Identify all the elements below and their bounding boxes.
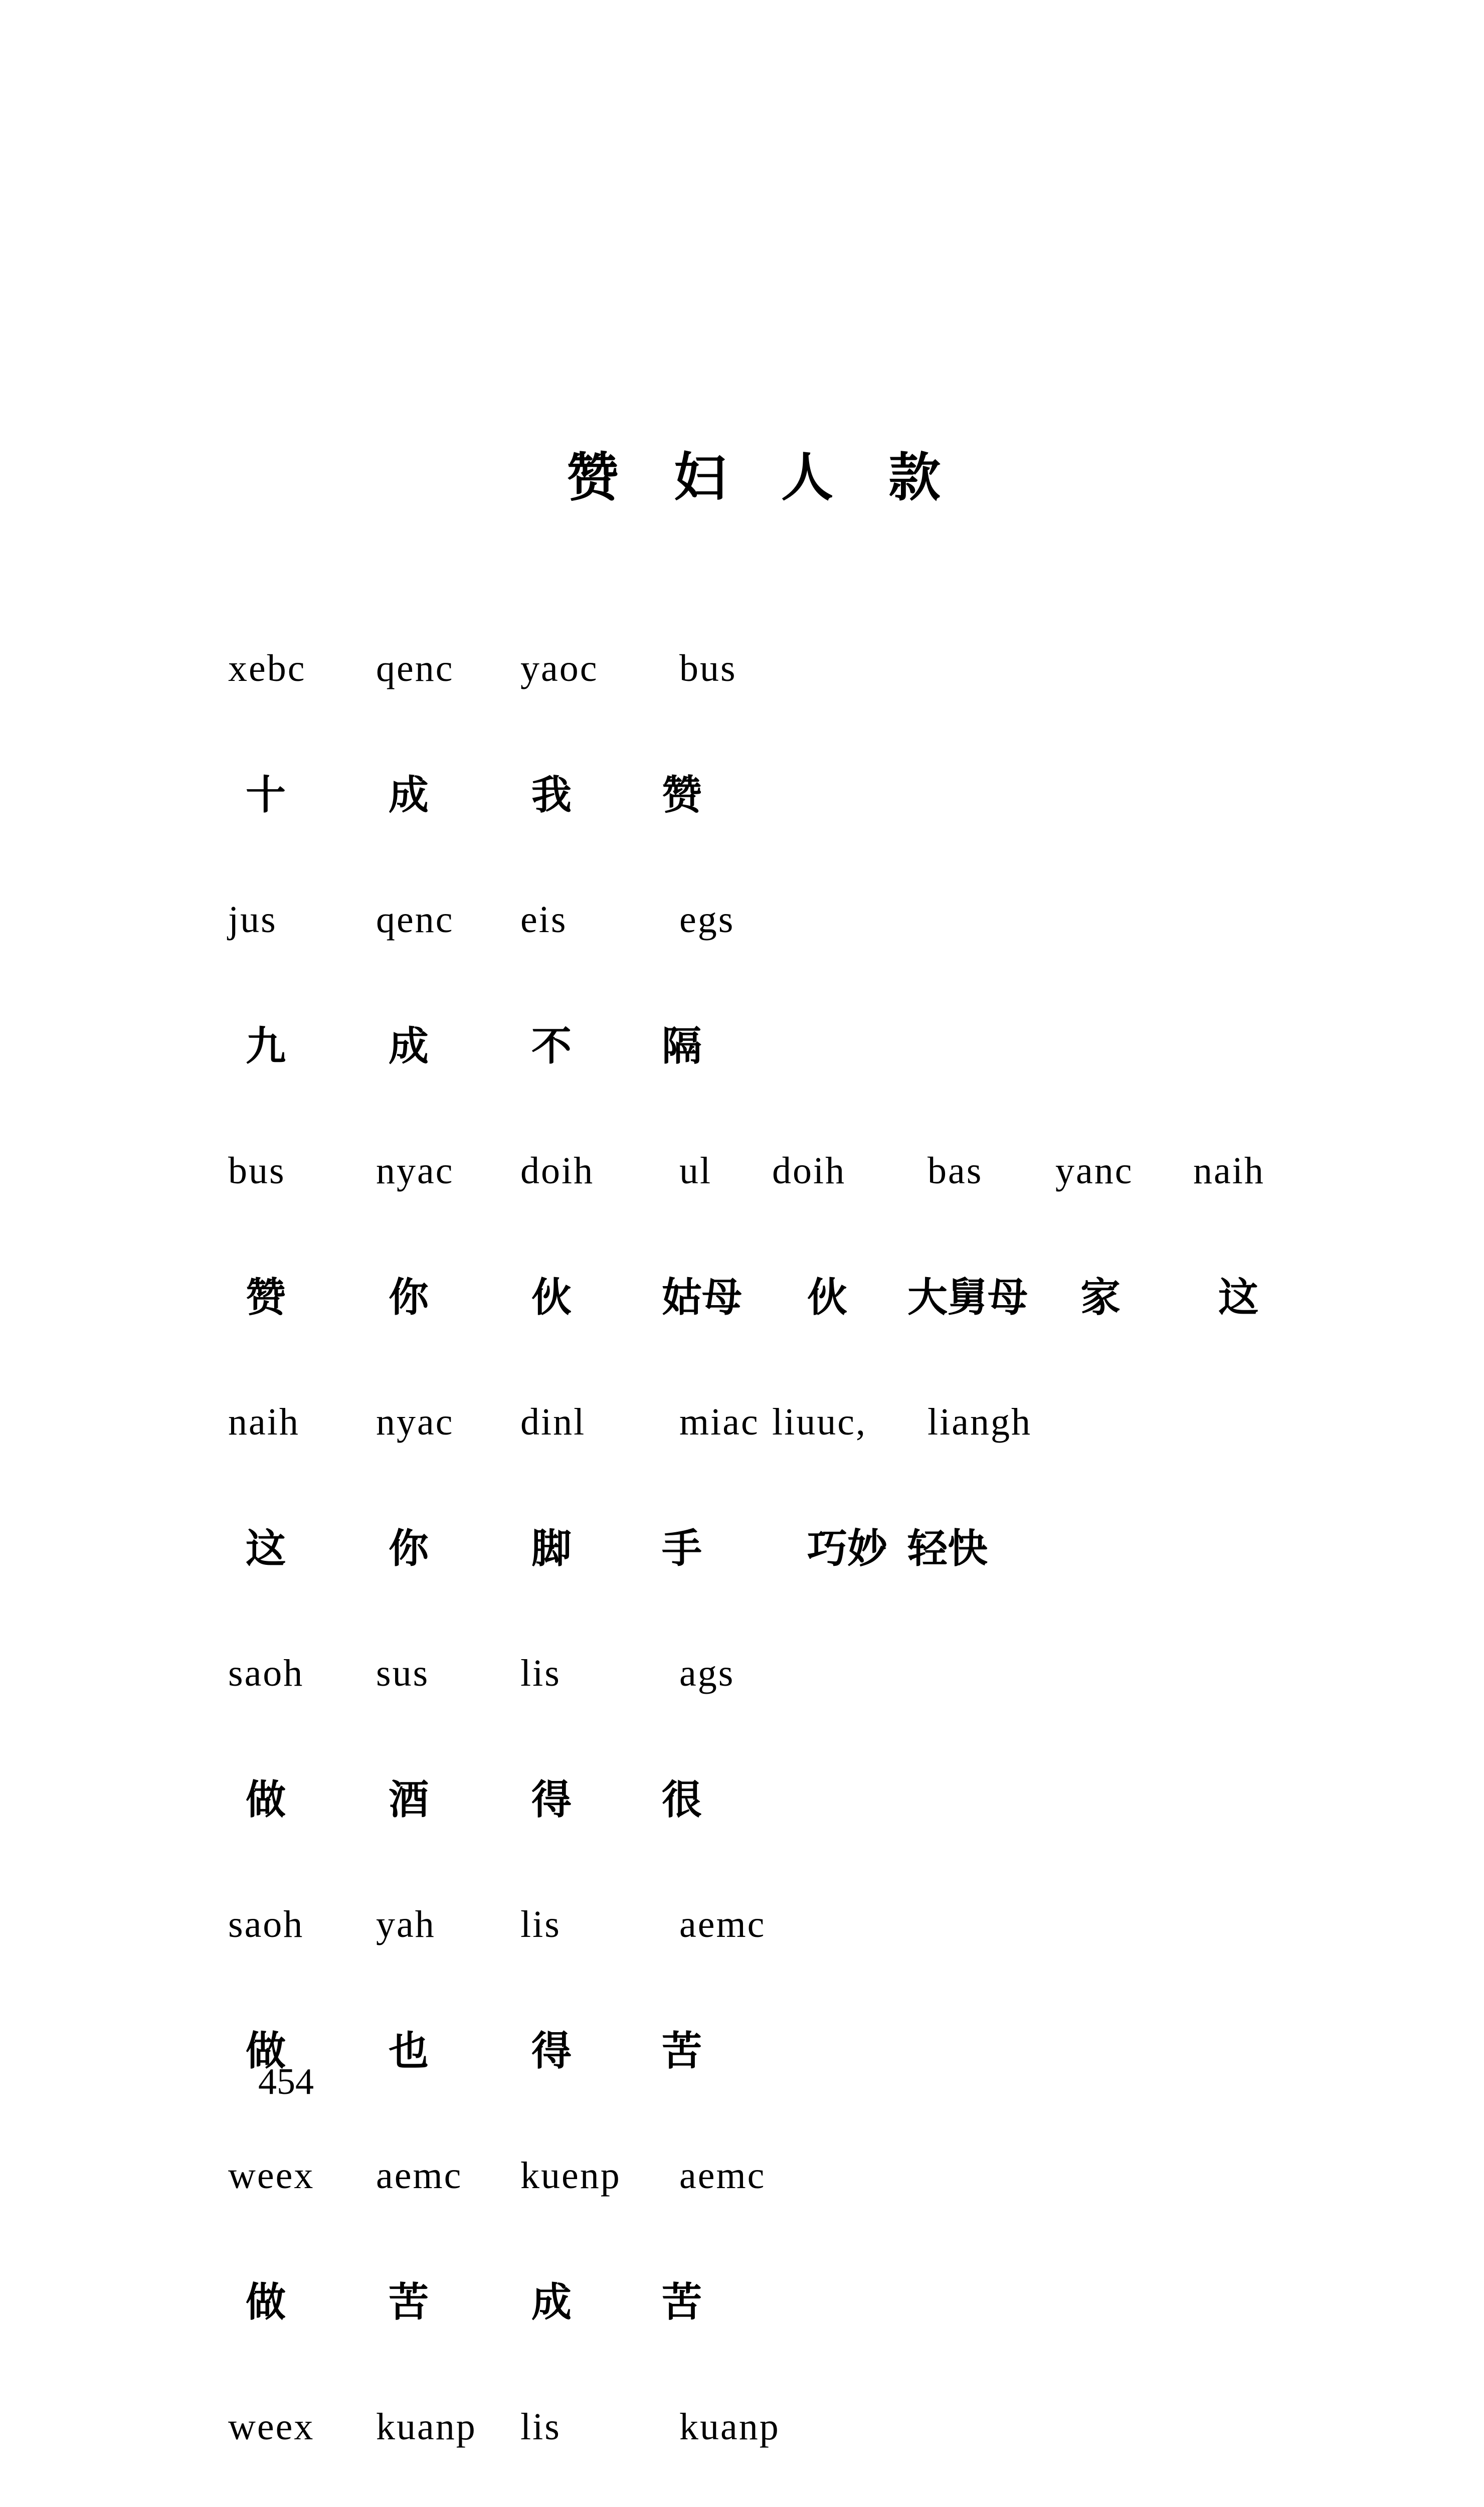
- romanized-word: yanc: [1055, 1150, 1134, 1192]
- romanized-word: kuanp: [679, 2406, 780, 2448]
- chinese-word: 这: [246, 1525, 286, 1572]
- romanized-word: lis: [520, 1652, 561, 1694]
- chinese-word: 做: [246, 2278, 286, 2325]
- romanized-word: liangh: [928, 1401, 1032, 1443]
- chinese-word: 做: [246, 2027, 286, 2074]
- romanized-word: kuenp: [520, 2155, 621, 2197]
- chinese-word: 这: [1218, 1274, 1258, 1321]
- romanized-word: naih: [228, 1401, 300, 1443]
- romanized-word: doih: [772, 1150, 846, 1192]
- romanized-word: liuuc,: [772, 1401, 867, 1443]
- chinese-word: 家: [1080, 1274, 1121, 1321]
- chinese-word: 你: [389, 1525, 429, 1572]
- romanized-word: bas: [928, 1150, 983, 1192]
- chinese-word: 苦: [662, 2027, 702, 2074]
- romanized-word: egs: [679, 899, 735, 941]
- romanized-word: weex: [228, 2155, 315, 2197]
- romanized-word: bus: [228, 1150, 286, 1192]
- romanized-word: miac: [679, 1401, 760, 1443]
- chinese-word: 伙: [531, 1274, 572, 1321]
- romanized-word: aemc: [679, 1903, 766, 1945]
- romanized-word: ags: [679, 1652, 735, 1694]
- song-title: 赞妇人款: [567, 446, 996, 508]
- romanized-word: naih: [1193, 1150, 1265, 1192]
- chinese-word: 成: [389, 771, 429, 818]
- chinese-word: 伙: [807, 1274, 847, 1321]
- romanized-word: xebc: [228, 647, 306, 689]
- chinese-word: 做: [246, 1776, 286, 1823]
- chinese-word: 脚: [531, 1525, 572, 1572]
- romanized-word: aemc: [376, 2155, 463, 2197]
- romanized-word: sus: [376, 1652, 430, 1694]
- chinese-word: 九: [246, 1022, 286, 1069]
- chinese-word: 隔: [662, 1022, 702, 1069]
- chinese-word: 十: [246, 771, 286, 818]
- romanized-word: yaoc: [520, 647, 599, 689]
- romanized-word: nyac: [376, 1401, 454, 1443]
- chinese-word: 赞: [662, 771, 702, 818]
- romanized-word: jus: [228, 899, 277, 941]
- romanized-word: qenc: [376, 647, 454, 689]
- romanized-word: aemc: [679, 2155, 766, 2197]
- chinese-word: 赞: [246, 1274, 286, 1321]
- chinese-word: 大舅母: [907, 1274, 1028, 1321]
- chinese-word: 姑母: [662, 1274, 742, 1321]
- romanized-word: yah: [376, 1903, 436, 1945]
- chinese-word: 我: [531, 771, 572, 818]
- romanized-word: lis: [520, 2406, 561, 2448]
- romanized-word: bus: [679, 647, 737, 689]
- romanized-word: eis: [520, 899, 568, 941]
- chinese-word: 得: [531, 2027, 572, 2074]
- romanized-word: nyac: [376, 1150, 454, 1192]
- romanized-word: doih: [520, 1150, 595, 1192]
- chinese-word: 苦: [389, 2278, 429, 2325]
- romanized-word: qenc: [376, 899, 454, 941]
- romanized-word: weex: [228, 2406, 315, 2448]
- romanized-word: ul: [679, 1150, 712, 1192]
- chinese-word: 手: [662, 1525, 702, 1572]
- page-number: 454: [258, 2061, 314, 2102]
- romanized-word: saoh: [228, 1652, 304, 1694]
- romanized-word: lis: [520, 1903, 561, 1945]
- chinese-word: 巧妙: [807, 1525, 887, 1572]
- chinese-word: 酒: [389, 1776, 429, 1823]
- chinese-word: 苦: [662, 2278, 702, 2325]
- chinese-word: 你: [389, 1274, 429, 1321]
- chinese-word: 成: [389, 1022, 429, 1069]
- romanized-word: saoh: [228, 1903, 304, 1945]
- chinese-word: 成: [531, 2278, 572, 2325]
- romanized-word: dinl: [520, 1401, 586, 1443]
- chinese-word: 不: [531, 1022, 572, 1069]
- chinese-word: 也: [389, 2027, 429, 2074]
- chinese-word: 得: [531, 1776, 572, 1823]
- chinese-word: 轻快: [907, 1525, 988, 1572]
- romanized-word: kuanp: [376, 2406, 477, 2448]
- chinese-word: 很: [662, 1776, 702, 1823]
